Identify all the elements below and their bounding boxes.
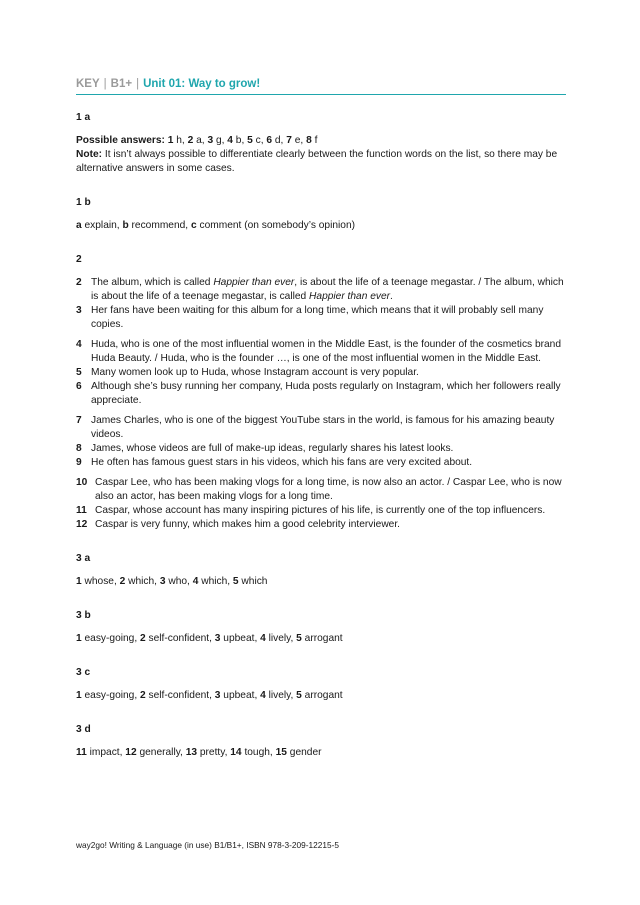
list-item bbox=[76, 338, 568, 366]
answer-list bbox=[76, 633, 343, 644]
item-number: 7 bbox=[76, 415, 82, 426]
item-text: James Charles, who is one of the biggest YouTube stars in the world, is famous for his amazing beauty videos. bbox=[91, 415, 555, 440]
list-item bbox=[76, 442, 568, 456]
item-number: 11 bbox=[76, 505, 87, 516]
answer-number: 2 bbox=[187, 135, 194, 146]
item-number: 3 bbox=[76, 305, 82, 316]
answer-value: lively, bbox=[265, 633, 297, 644]
answer-line bbox=[76, 632, 568, 646]
answer-value: whose, bbox=[81, 576, 120, 587]
answer-value: c, bbox=[252, 135, 267, 146]
answer-value: tough, bbox=[241, 747, 276, 758]
answer-value: h, bbox=[173, 135, 188, 146]
item-text: James, whose videos are full of make-up ideas, regularly shares his latest looks. bbox=[91, 443, 454, 454]
answer-value: explain, bbox=[81, 220, 123, 231]
answer-number: 11 bbox=[76, 747, 87, 758]
answer-value: which, bbox=[198, 576, 233, 587]
answer-value: generally, bbox=[136, 747, 186, 758]
answers-content bbox=[76, 111, 568, 760]
answer-number: 4 bbox=[260, 690, 266, 701]
list-item bbox=[76, 304, 568, 332]
answer-value: which bbox=[238, 576, 268, 587]
list-item bbox=[76, 476, 568, 504]
answer-number: 4 bbox=[192, 576, 199, 587]
answer-value: gender bbox=[286, 747, 322, 758]
list-item bbox=[76, 518, 568, 532]
answer-list bbox=[76, 690, 343, 701]
answer-value: easy-going, bbox=[81, 690, 141, 701]
possible-answers: Possible answers: 1 h, 2 a, 3 g, 4 b, 5 c, 6 d, 7 e, 8 f bbox=[76, 135, 318, 146]
answer-number: 5 bbox=[296, 633, 302, 644]
answer-list bbox=[76, 220, 355, 231]
item-number: 10 bbox=[76, 477, 88, 488]
answer-value: upbeat, bbox=[220, 690, 261, 701]
item-text: Many women look up to Huda, whose Instagram account is very popular. bbox=[91, 367, 419, 378]
note-text: Note: It isn’t always possible to differentiate clearly between the function words on the list, so there may be alternative answers in some cases. bbox=[76, 149, 558, 174]
page-footer: way2go! Writing & Language (in use) B1/B1+, ISBN 978-3-209-12215-5 bbox=[76, 840, 339, 850]
answer-value: arrogant bbox=[301, 633, 343, 644]
answer-list bbox=[76, 576, 267, 587]
answer-value: e, bbox=[291, 135, 307, 146]
section-heading: 3 c bbox=[76, 667, 91, 678]
item-text: Caspar, whose account has many inspiring pictures of his life, is currently one of the top influencers. bbox=[95, 505, 546, 516]
section-heading: 1 a bbox=[76, 112, 91, 123]
answer-line bbox=[76, 689, 568, 703]
answer-number: 1 bbox=[76, 633, 82, 644]
answer-number: a bbox=[76, 220, 82, 231]
answer-number: 8 bbox=[306, 135, 312, 146]
answer-number: 5 bbox=[247, 135, 253, 146]
answer-value: who, bbox=[165, 576, 193, 587]
item-number: 9 bbox=[76, 457, 82, 468]
answer-value: lively, bbox=[265, 690, 297, 701]
answer-number: 4 bbox=[260, 633, 266, 644]
answer-value: b, bbox=[232, 135, 248, 146]
answer-value: comment (on somebody’s opinion) bbox=[196, 220, 356, 231]
answer-number: 1 bbox=[76, 690, 82, 701]
section-heading: 2 bbox=[76, 254, 82, 265]
answer-number: 13 bbox=[185, 747, 198, 758]
list-item bbox=[76, 456, 568, 470]
item-number: 6 bbox=[76, 381, 82, 392]
answer-number: 3 bbox=[207, 135, 214, 146]
answer-number: 2 bbox=[140, 690, 146, 701]
answer-value: which, bbox=[125, 576, 160, 587]
answer-number: 12 bbox=[125, 747, 137, 758]
list-item bbox=[76, 504, 568, 518]
answer-value: f bbox=[311, 135, 318, 146]
item-text: He often has famous guest stars in his videos, which his fans are very excited about. bbox=[91, 457, 473, 468]
answer-number: 4 bbox=[227, 135, 233, 146]
answer-value: arrogant bbox=[301, 690, 343, 701]
unit-title: Unit 01: Way to grow! bbox=[143, 78, 261, 90]
list-item bbox=[76, 380, 568, 408]
answer-number: 3 bbox=[214, 633, 221, 644]
sentence-list bbox=[76, 276, 568, 532]
item-number: 12 bbox=[76, 519, 88, 530]
answer-number: 14 bbox=[230, 747, 242, 758]
list-item bbox=[76, 366, 568, 380]
item-text: Caspar Lee, who has been making vlogs for a long time, is now also an actor. / Caspar Lee, who is now also an actor, has been making vlogs for a long time. bbox=[95, 477, 562, 502]
answer-number: 2 bbox=[119, 576, 126, 587]
answer-number: 1 bbox=[167, 135, 174, 146]
header-separator: | bbox=[103, 78, 107, 90]
header-rule bbox=[76, 94, 566, 95]
item-number: 5 bbox=[76, 367, 82, 378]
list-item bbox=[76, 276, 568, 304]
answer-value: self-confident, bbox=[145, 690, 215, 701]
page-header bbox=[76, 78, 566, 90]
key-label: KEY bbox=[76, 78, 100, 90]
answer-value: impact, bbox=[86, 747, 126, 758]
answer-value: recommend, bbox=[128, 220, 191, 231]
answer-value: self-confident, bbox=[145, 633, 215, 644]
answer-line bbox=[76, 219, 568, 233]
item-number: 4 bbox=[76, 339, 82, 350]
answer-number: 5 bbox=[232, 576, 239, 587]
answer-value: a, bbox=[193, 135, 208, 146]
answer-number: 2 bbox=[140, 633, 146, 644]
item-text: Huda, who is one of the most influential women in the Middle East, is the founder of the cosmetics brand Huda Beauty. / Huda, who is the founder …, is one of the most influential women in the Middle East. bbox=[91, 339, 562, 364]
answer-value: upbeat, bbox=[220, 633, 261, 644]
answer-value: pretty, bbox=[197, 747, 231, 758]
section-heading: 3 a bbox=[76, 553, 91, 564]
item-text: Her fans have been waiting for this album for a long time, which means that it will probably sell many copies. bbox=[91, 305, 544, 330]
item-text: Caspar is very funny, which makes him a good celebrity interviewer. bbox=[95, 519, 400, 530]
answer-line bbox=[76, 746, 568, 760]
answer-value: g, bbox=[213, 135, 228, 146]
section-heading: 3 b bbox=[76, 610, 91, 621]
answer-list bbox=[76, 747, 322, 758]
answer-value: easy-going, bbox=[81, 633, 141, 644]
answer-number: c bbox=[190, 220, 197, 231]
answer-number: 1 bbox=[76, 576, 82, 587]
answer-number: 15 bbox=[275, 747, 287, 758]
answer-line bbox=[76, 575, 568, 589]
answer-number: 3 bbox=[159, 576, 166, 587]
section-heading: 1 b bbox=[76, 197, 91, 208]
item-number: 8 bbox=[76, 443, 82, 454]
level-label: B1+ bbox=[110, 78, 133, 90]
answer-number: 6 bbox=[266, 135, 273, 146]
item-text: The album, which is called Happier than ever, is about the life of a teenage megastar. / The album, which is about the life of a teenage megastar, is called Happier than ever. bbox=[91, 277, 564, 302]
answer-list bbox=[168, 135, 318, 146]
item-number: 2 bbox=[76, 277, 82, 288]
header-separator: | bbox=[136, 78, 140, 90]
answer-value: d, bbox=[272, 135, 287, 146]
answer-number: 5 bbox=[296, 690, 302, 701]
answer-number: b bbox=[122, 220, 129, 231]
answer-number: 7 bbox=[286, 135, 292, 146]
list-item bbox=[76, 414, 568, 442]
section-heading: 3 d bbox=[76, 724, 91, 735]
answer-number: 3 bbox=[214, 690, 221, 701]
item-text: Although she’s busy running her company, Huda posts regularly on Instagram, which her followers really appreciate. bbox=[91, 381, 561, 406]
